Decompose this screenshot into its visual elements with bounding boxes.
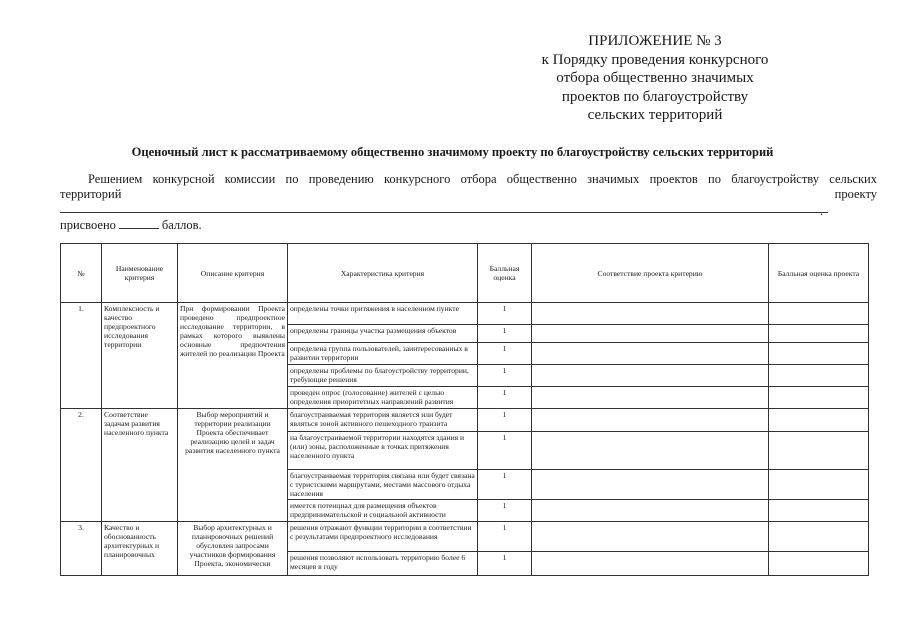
appendix-line: сельских территорий xyxy=(587,107,723,123)
appendix-line: проектов по благоустройству xyxy=(561,88,749,105)
paragraph-line-1: Решением конкурсной комиссии по проведению конкурсного отбора общественно значимых проектов по благоустройству сельских xyxy=(88,172,877,186)
header-name: Наименование критерия xyxy=(102,244,178,303)
criterion-char: определены проблемы по благоустройству территории, требующие решения xyxy=(288,365,478,387)
project-score-cell[interactable] xyxy=(769,303,869,325)
project-score-cell[interactable] xyxy=(769,470,869,500)
criterion-desc: Выбор мероприятий и территории реализации Проекта обеспечивает реализацию целей и задач развития населенного пункта xyxy=(178,409,288,522)
table-row xyxy=(61,522,869,552)
project-score-cell[interactable] xyxy=(769,325,869,343)
project-score-cell[interactable] xyxy=(769,500,869,522)
blank-line xyxy=(60,212,828,213)
project-score-cell[interactable] xyxy=(769,409,869,432)
project-score-cell[interactable] xyxy=(769,387,869,409)
header-num: № xyxy=(61,244,102,303)
paragraph-territories: территорий xyxy=(60,187,122,201)
blank-line-period: . xyxy=(820,204,823,218)
criterion-score: 1 xyxy=(478,552,532,576)
table-header-row xyxy=(61,244,869,303)
criterion-score: 1 xyxy=(478,365,532,387)
awarded-prefix: присвоено xyxy=(60,218,116,232)
criterion-score: 1 xyxy=(478,432,532,470)
project-score-cell[interactable] xyxy=(769,432,869,470)
match-cell[interactable] xyxy=(532,365,769,387)
criterion-desc: Выбор архитектурных и планировочных решений обусловлен запросами участников формирования Проекта, экономически xyxy=(178,522,288,576)
appendix-heading xyxy=(525,32,785,125)
criterion-desc: При формировании Проекта проведено предпроектное исследование территории, в рамках которого выявлены основные предпочтения жителей по реализации Проекта xyxy=(178,303,288,409)
appendix-line: ПРИЛОЖЕНИЕ № 3 xyxy=(588,33,722,49)
criterion-score: 1 xyxy=(478,470,532,500)
criterion-score: 1 xyxy=(478,343,532,365)
match-cell[interactable] xyxy=(532,522,769,552)
match-cell[interactable] xyxy=(532,552,769,576)
match-cell[interactable] xyxy=(532,303,769,325)
score-blank xyxy=(119,218,159,229)
criterion-score: 1 xyxy=(478,500,532,522)
awarded-line xyxy=(60,218,202,233)
criterion-char: на благоустраиваемой территории находятся здания и (или) зоны, расположенные в точках притяжения населенного пункта xyxy=(288,432,478,470)
project-score-cell[interactable] xyxy=(769,343,869,365)
match-cell[interactable] xyxy=(532,409,769,432)
match-cell[interactable] xyxy=(532,343,769,365)
criterion-name: Комплексность и качество предпроектного исследования территории xyxy=(102,303,178,409)
header-match: Соответствие проекта критерию xyxy=(532,244,769,303)
criterion-char: благоустраиваемая территория связана или будет связана с туристскими маршрутами, местами массового отдыха населения xyxy=(288,470,478,500)
document-title: Оценочный лист к рассматриваемому общественно значимому проекту по благоустройству сельских территорий xyxy=(131,145,774,159)
project-score-cell[interactable] xyxy=(769,365,869,387)
project-score-cell[interactable] xyxy=(769,522,869,552)
match-cell[interactable] xyxy=(532,387,769,409)
criterion-score: 1 xyxy=(478,303,532,325)
match-cell[interactable] xyxy=(532,500,769,522)
header-project-score: Балльная оценка проекта xyxy=(769,244,869,303)
appendix-line: к Порядку проведения конкурсного xyxy=(541,51,769,68)
criterion-num: 1. xyxy=(61,303,102,409)
criterion-name: Качество и обоснованность архитектурных и планировочных xyxy=(102,522,178,576)
criterion-score: 1 xyxy=(478,409,532,432)
criterion-char: решения позволяют использовать территорию более 6 месяцев в году xyxy=(288,552,478,576)
criterion-char: решения отражают функции территории в соответствии с результатами предпроектного исследования xyxy=(288,522,478,552)
match-cell[interactable] xyxy=(532,432,769,470)
table-row xyxy=(61,303,869,325)
criterion-name: Соответствие задачам развития населенного пункта xyxy=(102,409,178,522)
table-row xyxy=(61,409,869,432)
match-cell[interactable] xyxy=(532,470,769,500)
criterion-char: определены границы участка размещения объектов xyxy=(288,325,478,343)
paragraph-project: проекту xyxy=(834,187,877,201)
project-score-cell[interactable] xyxy=(769,552,869,576)
criterion-score: 1 xyxy=(478,522,532,552)
criterion-num: 2. xyxy=(61,409,102,522)
criterion-score: 1 xyxy=(478,387,532,409)
evaluation-table xyxy=(60,243,869,576)
paragraph-line-2 xyxy=(60,187,877,202)
header-char: Характеристика критерия xyxy=(288,244,478,303)
decision-paragraph xyxy=(60,172,877,202)
criterion-char: проведен опрос (голосование) жителей с целью определения приоритетных направлений развития xyxy=(288,387,478,409)
criterion-char: имеется потенциал для размещения объектов предпринимательской и социальной активности xyxy=(288,500,478,522)
match-cell[interactable] xyxy=(532,325,769,343)
criterion-char: определены точки притяжения в населенном пункте xyxy=(288,303,478,325)
header-desc: Описание критерия xyxy=(178,244,288,303)
header-score: Балльная оценка xyxy=(478,244,532,303)
criterion-char: определена группа пользователей, заинтересованных в развитии территории xyxy=(288,343,478,365)
criterion-char: благоустраиваемая территория является или будет являться зоной активного пешеходного транзита xyxy=(288,409,478,432)
criterion-score: 1 xyxy=(478,325,532,343)
appendix-line: отбора общественно значимых xyxy=(556,70,754,86)
awarded-suffix: баллов. xyxy=(161,218,202,232)
criterion-num: 3. xyxy=(61,522,102,576)
